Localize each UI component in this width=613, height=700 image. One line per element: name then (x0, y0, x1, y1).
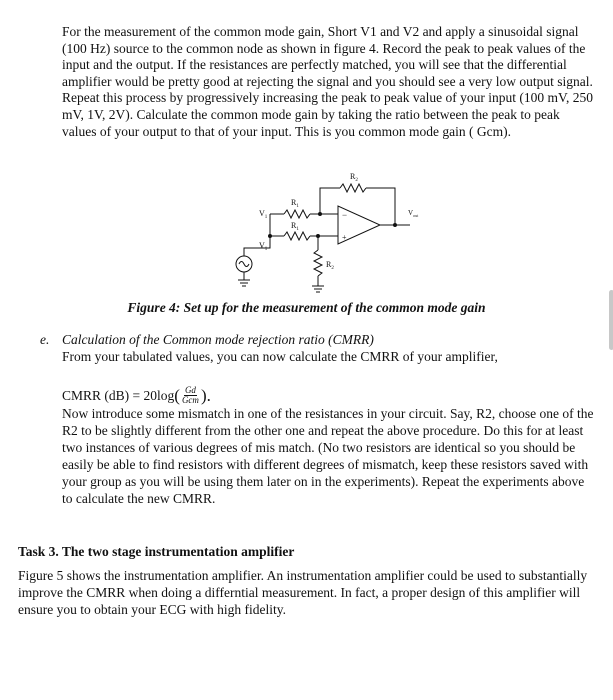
r2-bottom-label: $R_2$ (326, 260, 334, 271)
list-marker: e. (40, 332, 50, 347)
task-3-paragraph: Figure 5 shows the instrumentation amplifier. An instrumentation amplifier could be used to substantially improve the CMRR when doing a differntial measurement. In fact, a proper design of this amplifier will ensure you to obtain your ECG with high fidelity. (18, 568, 588, 617)
common-mode-circuit-diagram (230, 168, 430, 298)
op-amp-minus: − (342, 210, 348, 220)
feedback-wire (320, 188, 340, 214)
formula-denominator: Gcm (181, 395, 199, 405)
r1-lower-label: $R_1$ (291, 221, 299, 232)
formula-open-paren: ( (174, 386, 180, 405)
cmrr-section-heading: Calculation of the Common mode rejection ratio (CMRR) (62, 332, 374, 347)
r2-top-label: $R_2$ (350, 172, 358, 183)
formula-lhs: CMRR (dB) = 20log (62, 387, 175, 403)
cmrr-formula (62, 386, 211, 405)
r2-top-resistor (340, 184, 366, 192)
v1-upper-label: $V_1$ (259, 209, 268, 220)
output-node (394, 224, 397, 227)
formula-close-paren: ). (200, 386, 211, 405)
formula-fraction (181, 386, 200, 405)
r1-upper-label: $R_1$ (291, 198, 299, 209)
vout-label: $V_{out}$ (408, 209, 419, 218)
mismatch-paragraph: Now introduce some mismatch in one of the resistances in your circuit. Say, R2, choose one of the R2 to be slightly different from the other one and repeat the above procedure. Do this for at least two instances of various degrees of mis match. (No two resistors are identical so you should be easily be able to find resistors with different degrees of mismatch, keep these resistors saved with your group as you will be using them later on in the experiments). Repeat the experiments above to calculate the new CMRR. (62, 406, 594, 506)
common-mode-paragraph: For the measurement of the common mode gain, Short V1 and V2 and apply a sinusoidal signal (100 Hz) source to the common node as shown in figure 4. Record the peak to peak values of the input and the output. If the resistances are perfectly matched, you will see that the differential amplifier would be pretty good at rejecting the signal and you should see a very low output signal. Repeat this process by progressively increasing the peak to peak value of your input (100 mV, 250 mV, 1V, 2V). Calculate the common mode gain by taking the ratio between the peak to peak values of your output to that of your input. This is you common mode gain ( Gcm). (62, 24, 594, 139)
inverting-node (319, 213, 322, 216)
formula-numerator: Gd (184, 385, 196, 395)
feedback-wire-right (366, 188, 395, 225)
source-wire (244, 236, 270, 256)
figure-4-caption: Figure 4: Set up for the measurement of the common mode gain (127, 300, 486, 315)
r2-bottom-resistor (314, 250, 322, 276)
task-3-heading: Task 3. The two stage instrumentation amplifier (18, 544, 295, 559)
cmrr-intro-text: From your tabulated values, you can now calculate the CMRR of your amplifier, (62, 349, 498, 364)
v1-lower-label: $V_1$ (259, 241, 268, 252)
r1-upper-resistor (284, 210, 310, 218)
op-amp-plus: + (342, 233, 347, 242)
r1-lower-resistor (284, 232, 310, 240)
scrollbar-thumb[interactable] (609, 290, 613, 350)
